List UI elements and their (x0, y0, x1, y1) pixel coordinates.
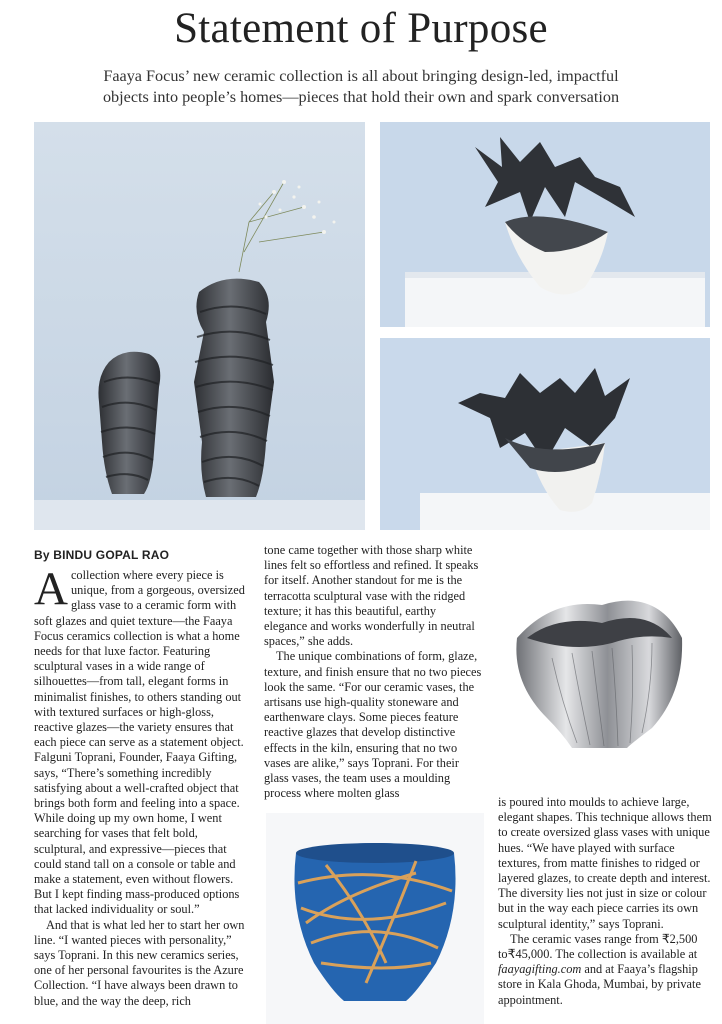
paragraph-1: Acollection where every piece is unique, from a gorgeous, oversized glass vase to a ceramic form with soft glazes and quiet texture—the Faaya Focus ceramics collection is what a home needs for that luxe factor. Featuring sculptural vases in a wide range of silhouettes—from tall, elegant forms in minimalist finishes, to others standing out with textured surfaces or high-gloss, reactive glazes—the variety ensures that each piece can serve as a statement object. Falguni Toprani, Founder, Faaya Gifting, says, “There’s something incredibly satisfying about a well-crafted object that brings both form and feeling into a space. While doing up my own home, I went searching for vases that felt bold, sculptural, and expressive—pieces that could stand tall on a console or table and make a statement, even without flowers. But I kept finding mass-produced options that lacked individuality or soul.” (34, 563, 245, 917)
website-link[interactable]: faayagifting.com (498, 962, 582, 977)
byline: By BINDU GOPAL RAO (34, 548, 170, 562)
paragraph-3: tone came together with those sharp white lines felt so effortless and refined. It speaks for itself. Another standout for me is the terracotta sculptural vase with the ridged texture; it has this beautiful, earthy elegance and works wonderfully in neutral spaces,” she adds. (264, 543, 479, 649)
article-column-3 (498, 795, 712, 1008)
dek-line-1: Faaya Focus’ new ceramic collection is all about bringing design-led, impactful (103, 67, 619, 85)
paragraph-4: The unique combinations of form, glaze, texture, and finish ensure that no two pieces look the same. “For our ceramic vases, the artisans use high-quality stoneware and earthenware clays. Some pieces feature reactive glazes that develop distinctive effects in the kiln, ensuring that no two vases are alike,” says Toprani. For their glass vases, the team uses a moulding process where molten glass (264, 649, 482, 801)
photo-black-flare-vase-2 (380, 338, 710, 530)
photo-silver-vase (492, 543, 710, 783)
paragraph-2: And that is what led her to start her own line. “I wanted pieces with personality,” says Toprani. In this new ceramics series, one of her personal favourites is the Azure Collection. “I have always been drawn to blue, and the way the deep, rich (34, 917, 245, 1008)
paragraph-5: is poured into moulds to achieve large, elegant shapes. This technique allows them to create oversized glass vases with unique hues. “We have played with surface textures, from matte finishes to ridged or layered glazes, to create depth and interest. The diversity lies not just in size or colour but in the way each piece carries its own sculptural identity,” says Toprani. (498, 795, 712, 931)
headline: Statement of Purpose (174, 5, 548, 52)
paragraph-6: The ceramic vases range from ₹2,500 to₹45,000. The collection is available at faayagifting.com and at Faaya’s flagship store in Kala Ghoda, Mumbai, by private appointment. (498, 931, 701, 1007)
dek-line-2: objects into people’s homes—pieces that hold their own and spark conversation (102, 88, 620, 106)
drop-cap: A (34, 563, 68, 615)
photo-black-flare-vase-1 (380, 122, 710, 327)
article-column-2 (264, 543, 482, 801)
article-column-1 (34, 563, 248, 1009)
photo-azure-vase (266, 813, 484, 1024)
photo-dark-ridged-vases (34, 122, 365, 530)
dek (40, 66, 682, 108)
